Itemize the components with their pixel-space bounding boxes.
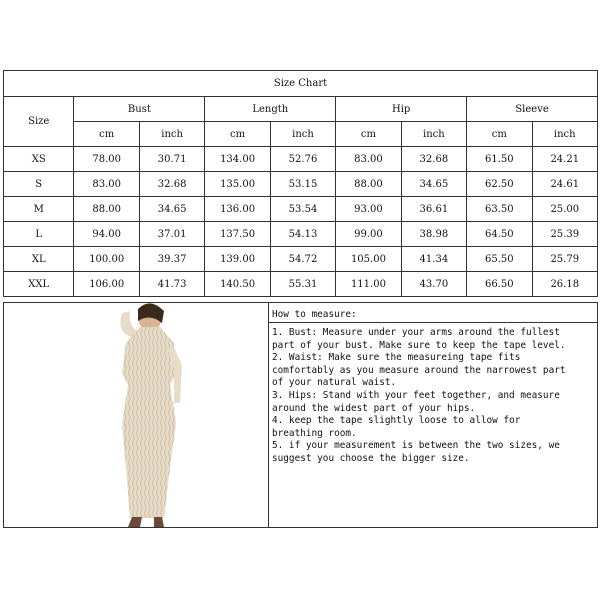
size-label: XS: [4, 147, 74, 172]
size-label: S: [4, 172, 74, 197]
size-label: L: [4, 222, 74, 247]
measurement-cell: 64.50: [467, 222, 532, 247]
measurement-cell: 39.37: [139, 247, 204, 272]
unit-header: inch: [270, 122, 335, 147]
measurement-cell: 41.73: [139, 272, 204, 297]
measure-line: comfortably as you measure around the narrowest part: [272, 364, 566, 376]
measure-line: breathing room.: [272, 427, 357, 439]
measurement-cell: 135.00: [205, 172, 270, 197]
measurement-cell: 38.98: [401, 222, 466, 247]
measurement-cell: 100.00: [74, 247, 139, 272]
group-header-bust: Bust: [74, 97, 205, 122]
measurement-cell: 41.34: [401, 247, 466, 272]
model-photo: [3, 302, 269, 528]
size-row: [4, 172, 598, 197]
measurement-cell: 53.54: [270, 197, 335, 222]
measurement-cell: 25.39: [532, 222, 597, 247]
measurement-cell: 30.71: [139, 147, 204, 172]
unit-header: inch: [139, 122, 204, 147]
size-label: XL: [4, 247, 74, 272]
size-row: [4, 197, 598, 222]
measurement-cell: 61.50: [467, 147, 532, 172]
measurement-cell: 43.70: [401, 272, 466, 297]
measure-line: 1. Bust: Measure under your arms around the fullest: [272, 327, 560, 338]
size-row: [4, 222, 598, 247]
measurement-cell: 52.76: [270, 147, 335, 172]
measure-line: of your natural waist.: [272, 377, 397, 389]
measurement-cell: 88.00: [336, 172, 401, 197]
measurement-cell: 111.00: [336, 272, 401, 297]
measurement-cell: 32.68: [139, 172, 204, 197]
how-to-measure-heading: How to measure:: [269, 303, 597, 323]
dress-model-icon: [4, 303, 268, 527]
measurement-cell: 34.65: [139, 197, 204, 222]
measure-line: 5. if your measurement is between the two sizes, we: [272, 440, 560, 452]
unit-header: inch: [401, 122, 466, 147]
measurement-cell: 24.21: [532, 147, 597, 172]
measurement-cell: 94.00: [74, 222, 139, 247]
measurement-cell: 65.50: [467, 247, 532, 272]
measurement-cell: 139.00: [205, 247, 270, 272]
size-chart-table: [3, 70, 598, 297]
measurement-cell: 36.61: [401, 197, 466, 222]
measure-line: 3. Hips: Stand with your feet together, and measure: [272, 389, 560, 401]
size-header: Size: [4, 97, 74, 147]
measurement-cell: 63.50: [467, 197, 532, 222]
unit-header: cm: [336, 122, 401, 147]
measurement-cell: 25.00: [532, 197, 597, 222]
size-label: M: [4, 197, 74, 222]
measurement-cell: 26.18: [532, 272, 597, 297]
measurement-cell: 83.00: [336, 147, 401, 172]
unit-header: cm: [467, 122, 532, 147]
measurement-cell: 88.00: [74, 197, 139, 222]
measurement-cell: 37.01: [139, 222, 204, 247]
size-row: [4, 147, 598, 172]
measure-line: 4. keep the tape slightly loose to allow for: [272, 415, 521, 427]
measurement-cell: 106.00: [74, 272, 139, 297]
measurement-cell: 54.13: [270, 222, 335, 247]
measurement-cell: 34.65: [401, 172, 466, 197]
measurement-cell: 78.00: [74, 147, 139, 172]
measurement-cell: 99.00: [336, 222, 401, 247]
size-row: [4, 247, 598, 272]
measure-line: around the widest part of your hips.: [272, 402, 476, 414]
unit-header: cm: [205, 122, 270, 147]
measure-line: part of your bust. Make sure to keep the tape level.: [272, 339, 566, 351]
size-row: [4, 272, 598, 297]
measurement-cell: 62.50: [467, 172, 532, 197]
group-header-length: Length: [205, 97, 336, 122]
how-to-measure-panel: [269, 302, 598, 528]
measurement-cell: 93.00: [336, 197, 401, 222]
measurement-cell: 54.72: [270, 247, 335, 272]
measurement-cell: 105.00: [336, 247, 401, 272]
unit-header: cm: [74, 122, 139, 147]
size-label: XXL: [4, 272, 74, 297]
measurement-cell: 25.79: [532, 247, 597, 272]
measurement-cell: 83.00: [74, 172, 139, 197]
measurement-cell: 66.50: [467, 272, 532, 297]
how-to-measure-text: [269, 323, 597, 470]
group-header-hip: Hip: [336, 97, 467, 122]
group-header-sleeve: Sleeve: [467, 97, 598, 122]
measure-line: 2. Waist: Make sure the measureing tape fits: [272, 352, 521, 364]
measurement-cell: 24.61: [532, 172, 597, 197]
measurement-cell: 53.15: [270, 172, 335, 197]
measurement-cell: 136.00: [205, 197, 270, 222]
measurement-cell: 55.31: [270, 272, 335, 297]
chart-title: Size Chart: [4, 71, 598, 97]
measurement-cell: 134.00: [205, 147, 270, 172]
measure-line: suggest you choose the bigger size.: [272, 452, 470, 464]
measurement-cell: 137.50: [205, 222, 270, 247]
unit-header: inch: [532, 122, 597, 147]
measurement-cell: 140.50: [205, 272, 270, 297]
measurement-cell: 32.68: [401, 147, 466, 172]
